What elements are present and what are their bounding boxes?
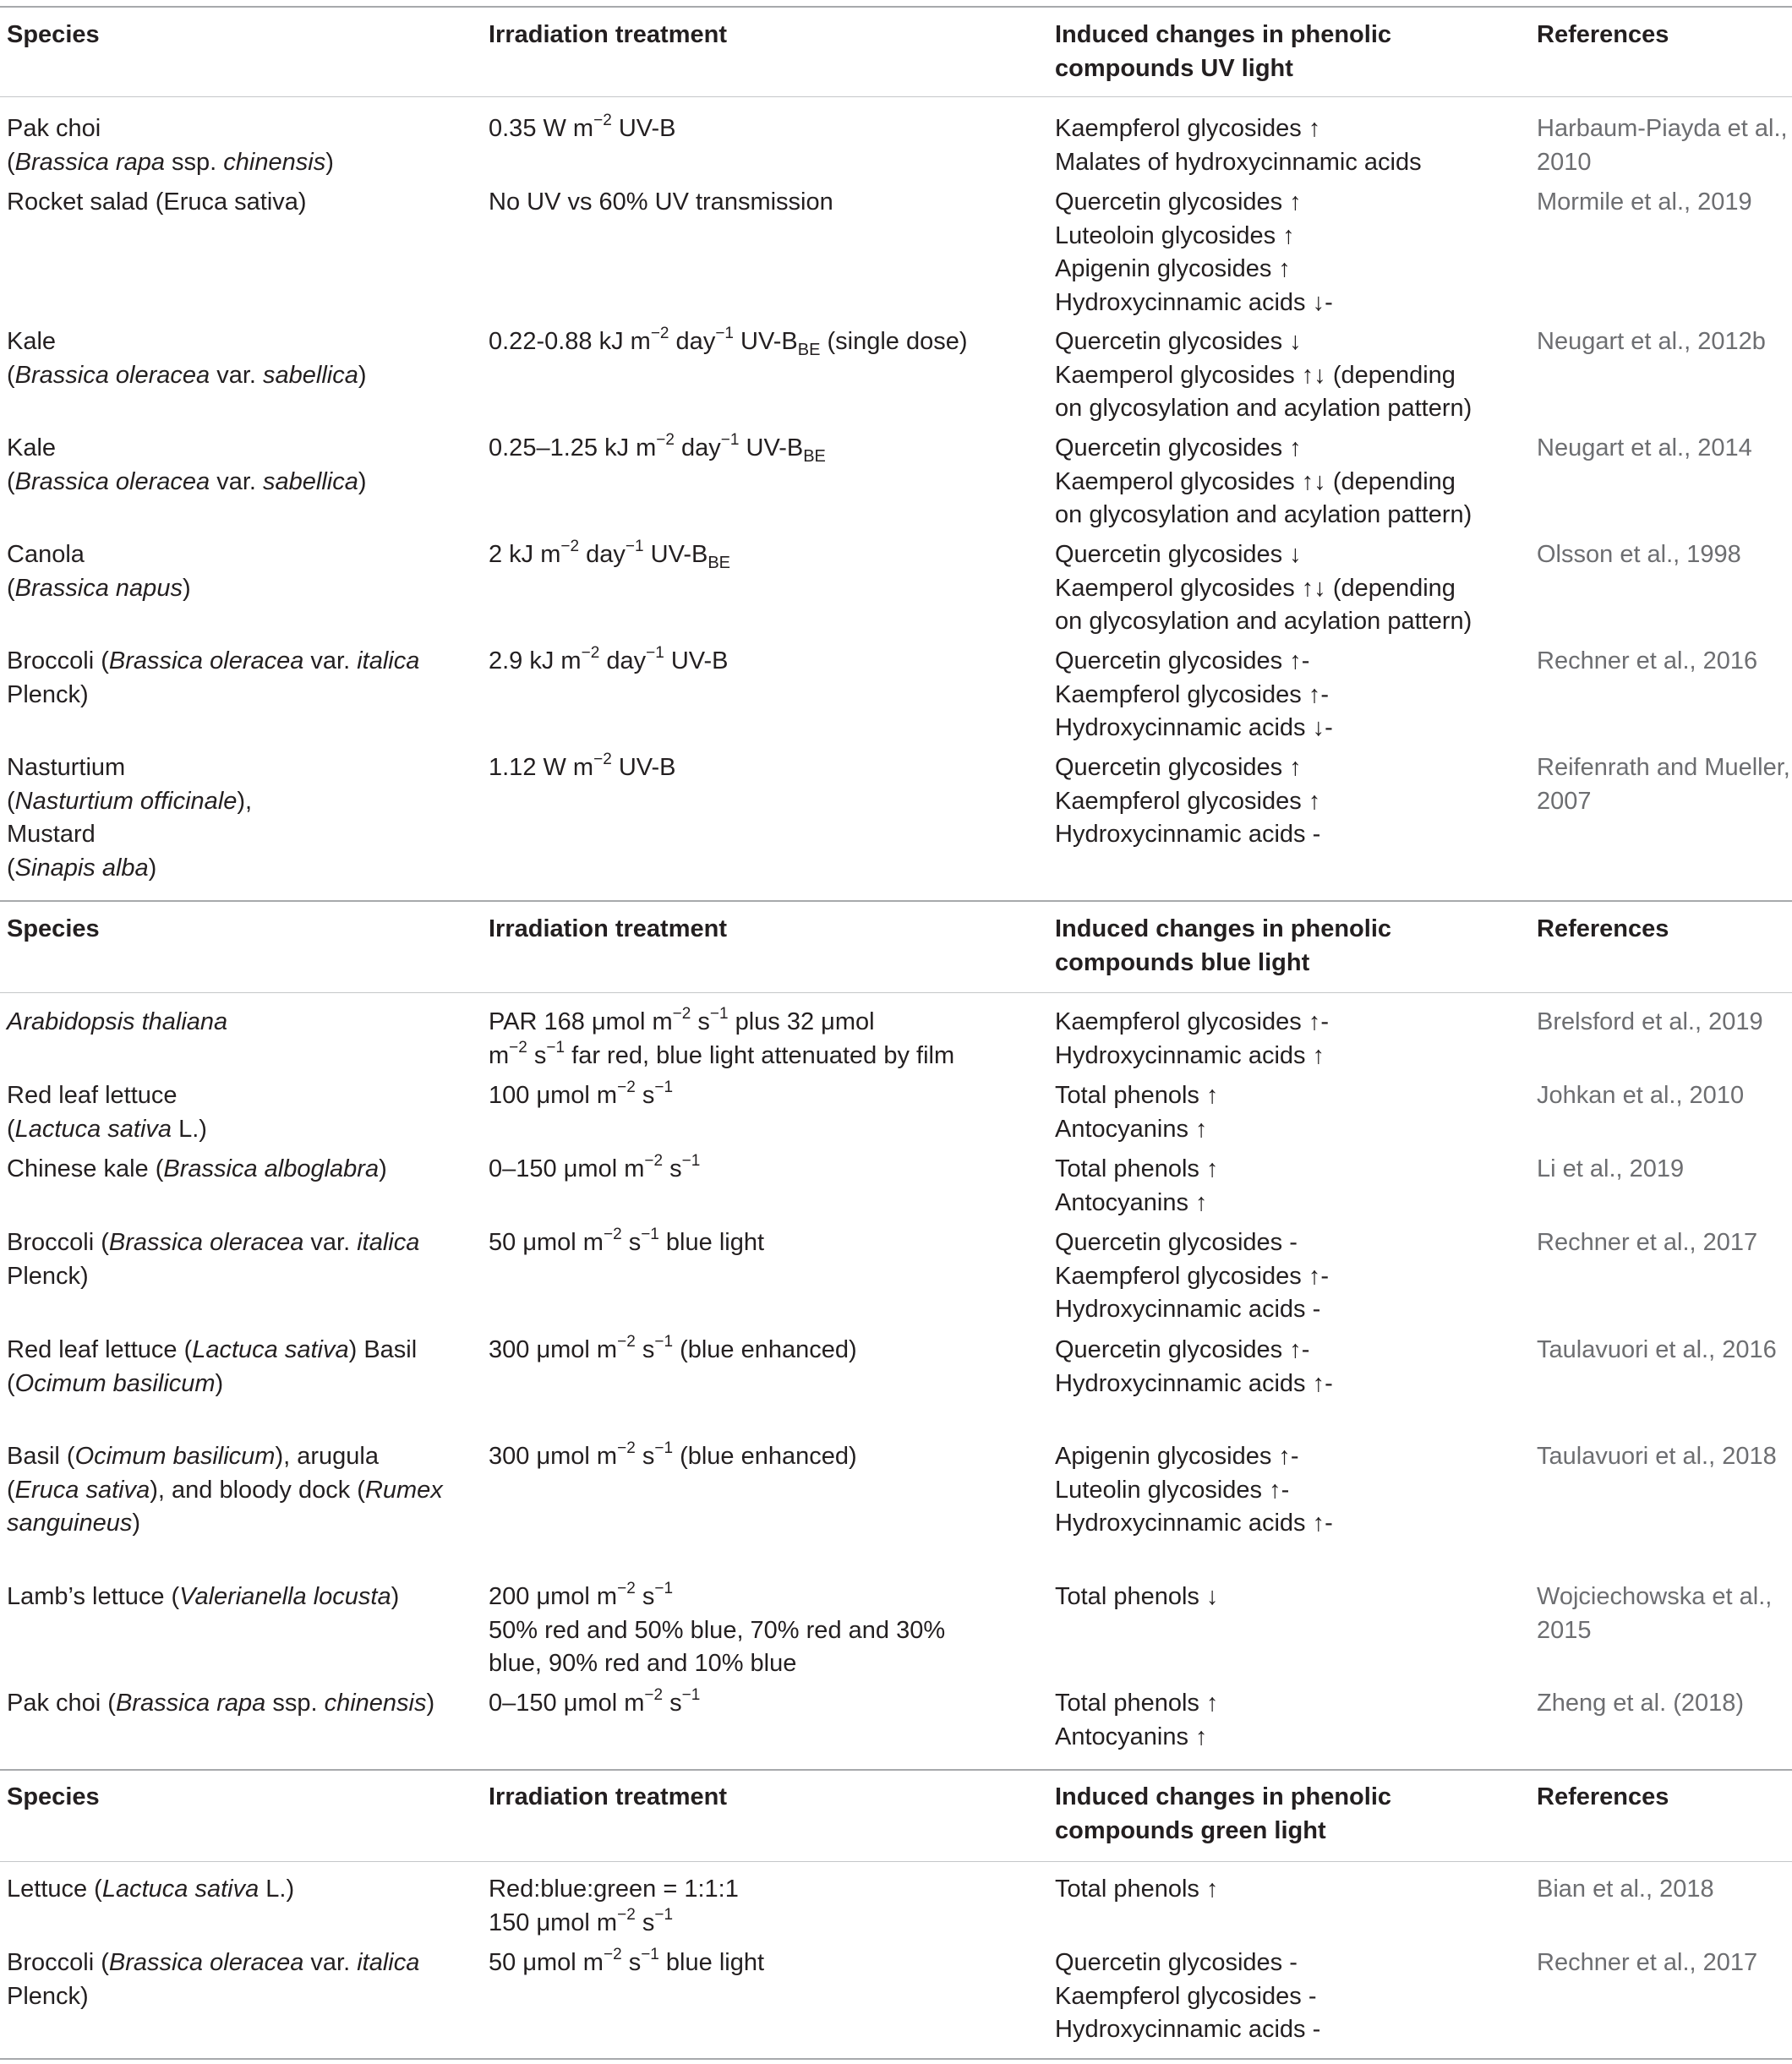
cell-species: Kale (Brassica oleracea var. sabellica): [7, 434, 367, 495]
cell-reference: Johkan et al., 2010: [1537, 1082, 1745, 1109]
cell-species: Lettuce (Lactuca sativa L.): [7, 1876, 295, 1903]
header-treatment: Irradiation treatment: [489, 21, 727, 48]
cell-species: Pak choi (Brassica rapa ssp. chinensis): [7, 1690, 435, 1717]
cell-reference: Taulavuori et al., 2016: [1537, 1336, 1777, 1363]
cell-treatment: No UV vs 60% UV transmission: [489, 188, 833, 216]
cell-changes: Quercetin glycosides ↑ Kaempferol glycosides ↑ Hydroxycinnamic acids -: [1055, 754, 1321, 848]
cell-reference: Rechner et al., 2017: [1537, 1949, 1758, 1976]
header-rule-uv: [0, 96, 1792, 97]
cell-changes: Total phenols ↑ Antocyanins ↑: [1055, 1155, 1219, 1216]
cell-treatment: 2.9 kJ $m^{-2}$ day$^{-1}$ UV-B: [489, 644, 729, 674]
cell-species: Chinese kale (Brassica alboglabra): [7, 1155, 387, 1182]
cell-changes: Quercetin glycosides ↓ Kaemperol glycosides ↑↓ (depending on glycosylation and acylation pattern): [1055, 541, 1472, 635]
cell-species: Arabidopsis thaliana: [7, 1008, 228, 1035]
header-rule-blue: [0, 992, 1792, 993]
cell-reference: Bian et al., 2018: [1537, 1876, 1714, 1903]
cell-changes: Total phenols ↑ Antocyanins ↑: [1055, 1082, 1219, 1143]
cell-changes: Kaempferol glycosides ↑ Malates of hydroxycinnamic acids: [1055, 115, 1422, 176]
cell-changes: Quercetin glycosides - Kaempferol glycosides - Hydroxycinnamic acids -: [1055, 1949, 1321, 2043]
cell-species: Nasturtium (Nasturtium officinale), Mustard (Sinapis alba): [7, 754, 253, 882]
cell-species: Kale (Brassica oleracea var. sabellica): [7, 328, 367, 389]
cell-treatment: Red:blue:green = 1:1:1 150 μmol $m^{-2}$ $s^{-1}$: [489, 1876, 739, 1936]
cell-treatment: 50 μmol $m^{-2}$ $s^{-1}$ blue light: [489, 1946, 765, 1976]
cell-treatment: 0.35 W $m^{-2}$ UV-B: [489, 112, 676, 142]
cell-treatment: 2 kJ $m^{-2}$ day$^{-1}$ $UV-B_{BE}$: [489, 538, 731, 572]
cell-species: Canola (Brassica napus): [7, 541, 191, 602]
cell-changes: Total phenols ↑: [1055, 1876, 1219, 1903]
cell-species: Lamb’s lettuce (Valerianella locusta): [7, 1583, 400, 1610]
cell-species: Red leaf lettuce (Lactuca sativa) Basil (Ocimum basilicum): [7, 1336, 418, 1397]
header-treatment: Irradiation treatment: [489, 915, 727, 942]
cell-treatment: 0–150 μmol $m^{-2}$ $s^{-1}$: [489, 1152, 701, 1182]
header-species: Species: [7, 1783, 100, 1810]
cell-reference: Li et al., 2019: [1537, 1155, 1685, 1182]
cell-treatment: 50 μmol $m^{-2}$ $s^{-1}$ blue light: [489, 1226, 765, 1256]
cell-reference: Wojciechowska et al., 2015: [1537, 1583, 1773, 1644]
cell-treatment: 0.22-0.88 kJ $m^{-2}$ day$^{-1}$ $UV-B_{BE}$ (single dose): [489, 325, 968, 359]
cell-treatment: 200 μmol $m^{-2}$ $s^{-1}$ 50% red and 50% blue, 70% red and 30% blue, 90% red and 10% blue: [489, 1580, 946, 1677]
header-species: Species: [7, 915, 100, 942]
cell-treatment: 300 μmol $m^{-2}$ $s^{-1}$ (blue enhanced): [489, 1439, 857, 1470]
header-changes: Induced changes in phenolic compounds green light: [1055, 1783, 1391, 1844]
section-rule-blue: [0, 900, 1792, 902]
cell-changes: Total phenols ↓: [1055, 1583, 1219, 1610]
section-rule-green: [0, 1769, 1792, 1771]
cell-species: Broccoli (Brassica oleracea var. italica Plenck): [7, 1949, 420, 2010]
cell-treatment: 0–150 μmol $m^{-2}$ $s^{-1}$: [489, 1686, 701, 1717]
cell-changes: Total phenols ↑ Antocyanins ↑: [1055, 1690, 1219, 1750]
cell-reference: Harbaum-Piayda et al., 2010: [1537, 115, 1788, 176]
cell-changes: Quercetin glycosides - Kaempferol glycosides ↑- Hydroxycinnamic acids -: [1055, 1229, 1329, 1323]
cell-species: Red leaf lettuce (Lactuca sativa L.): [7, 1082, 207, 1143]
cell-reference: Mormile et al., 2019: [1537, 188, 1752, 216]
header-references: References: [1537, 1783, 1669, 1810]
cell-reference: Rechner et al., 2016: [1537, 647, 1758, 674]
cell-reference: Brelsford et al., 2019: [1537, 1008, 1763, 1035]
cell-changes: Kaempferol glycosides ↑- Hydroxycinnamic acids ↑: [1055, 1008, 1329, 1069]
header-references: References: [1537, 915, 1669, 942]
header-rule-green: [0, 1861, 1792, 1862]
cell-species: Rocket salad (Eruca sativa): [7, 188, 307, 216]
cell-species: Broccoli (Brassica oleracea var. italica Plenck): [7, 1229, 420, 1290]
header-species: Species: [7, 21, 100, 48]
cell-treatment: 100 μmol $m^{-2}$ $s^{-1}$: [489, 1078, 674, 1109]
cell-reference: Rechner et al., 2017: [1537, 1229, 1758, 1256]
cell-treatment: 300 μmol $m^{-2}$ $s^{-1}$ (blue enhanced): [489, 1333, 857, 1363]
header-treatment: Irradiation treatment: [489, 1783, 727, 1810]
cell-reference: Taulavuori et al., 2018: [1537, 1443, 1777, 1470]
cell-changes: Quercetin glycosides ↓ Kaemperol glycosides ↑↓ (depending on glycosylation and acylation pattern): [1055, 328, 1472, 422]
cell-species: Broccoli (Brassica oleracea var. italica Plenck): [7, 647, 420, 708]
cell-changes: Apigenin glycosides ↑- Luteolin glycosides ↑- Hydroxycinnamic acids ↑-: [1055, 1443, 1333, 1537]
cell-changes: Quercetin glycosides ↑ Luteoloin glycosides ↑ Apigenin glycosides ↑ Hydroxycinnamic acids ↓-: [1055, 188, 1333, 316]
cell-treatment: 0.25–1.25 kJ $m^{-2}$ day$^{-1}$ $UV-B_{BE}$: [489, 431, 826, 466]
cell-treatment: 1.12 W $m^{-2}$ UV-B: [489, 751, 676, 781]
cell-reference: Zheng et al. (2018): [1537, 1690, 1745, 1717]
cell-changes: Quercetin glycosides ↑ Kaemperol glycosides ↑↓ (depending on glycosylation and acylation pattern): [1055, 434, 1472, 528]
cell-reference: Neugart et al., 2014: [1537, 434, 1752, 461]
cell-reference: Reifenrath and Mueller, 2007: [1537, 754, 1790, 815]
table-top-rule: [0, 6, 1792, 8]
cell-species: Pak choi (Brassica rapa ssp. chinensis): [7, 115, 334, 176]
cell-changes: Quercetin glycosides ↑- Hydroxycinnamic acids ↑-: [1055, 1336, 1333, 1397]
table-bottom-rule: [0, 2058, 1792, 2060]
cell-reference: Neugart et al., 2012b: [1537, 328, 1766, 355]
cell-changes: Quercetin glycosides ↑- Kaempferol glycosides ↑- Hydroxycinnamic acids ↓-: [1055, 647, 1333, 741]
header-changes: Induced changes in phenolic compounds UV light: [1055, 21, 1391, 82]
cell-reference: Olsson et al., 1998: [1537, 541, 1741, 568]
cell-treatment: PAR 168 μmol $m^{-2}$ $s^{-1}$ plus 32 μmol $m^{-2}$ $s^{-1}$ far red, blue light attenuated by film: [489, 1005, 955, 1069]
cell-species: Basil (Ocimum basilicum), arugula (Eruca sativa), and bloody dock (Rumex sanguineus): [7, 1443, 443, 1537]
header-references: References: [1537, 21, 1669, 48]
header-changes: Induced changes in phenolic compounds blue light: [1055, 915, 1391, 976]
